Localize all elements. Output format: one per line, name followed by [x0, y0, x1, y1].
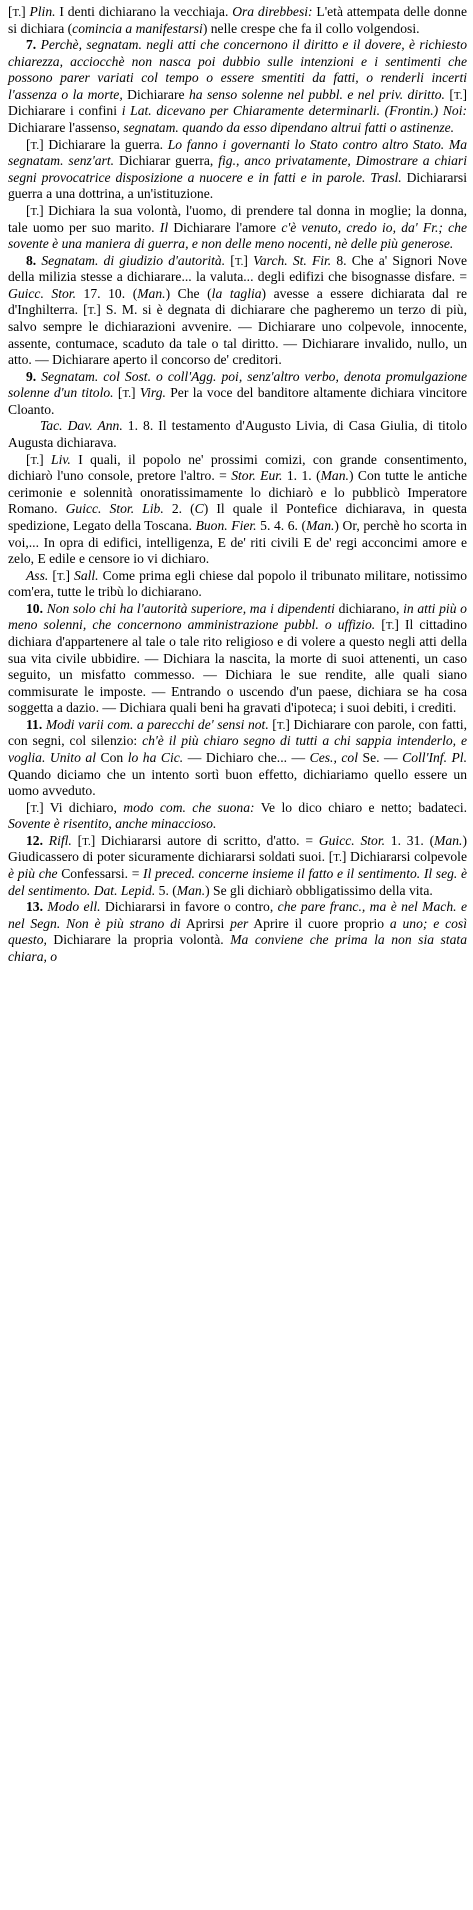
- entry-paragraph: [T.] Dichiara la sua volontà, l'uomo, di prendere tal donna in moglie; la donna, tale uomo per suo marito. Il Dichiarare l'amore c'è venuto, credo io, da' Fr.; che sovente è una maniera di guerra, e non delle meno nocenti, nè delle più generose.: [8, 202, 468, 252]
- entry-paragraph: [T.] Dichiarare la guerra. Lo fanno i governanti lo Stato contro altro Stato. Ma segnatam. senz'art. Dichiarar guerra, fig., anco privatamente, Dimostrare a chiari segni provocatrice disposizione a nuocere e in fatti e in parole. Trasl. Dichiararsi guerra a una dottrina, a un'istituzione.: [8, 136, 468, 202]
- entry-paragraph: [T.] Plin. I denti dichiarano la vecchiaja. Ora direbbesi: L'età attempata delle donne si dichiara (comincia a manifestarsi) nelle crespe che fa il collo volgendosi.: [8, 4, 467, 36]
- entry-paragraph: 7. Perchè, segnatam. negli atti che concernono il diritto e il dovere, è richiesto chiarezza, acciocchè non nasca poi dubbio sulle intenzioni e i sentimenti che possono parer variati col tempo o essere smentiti da fatti, o renderli incerti l'assenza o la morte, Dichiarare ha senso solenne nel pubbl. e nel priv. diritto. [T.] Dichiarare i confini i Lat. dicevano per Chiaramente determinarli. (Frontin.) Noi: Dichiarare l'assenso, segnatam. quando da esso dipendano altrui fatti o astinenze.: [8, 37, 467, 136]
- entry-paragraph: Ass. [T.] Sall. Come prima egli chiese dal popolo il tribunato militare, notissimo com'era, tutte le tribù lo dichiarano.: [8, 567, 468, 600]
- entry-paragraph: [T.] Vi dichiaro, modo com. che suona: Ve lo dico chiaro e netto; badateci. Sovente è risentito, anche minaccioso.: [8, 799, 467, 832]
- entry-paragraph: 8. Segnatam. di giudizio d'autorità. [T.] Varch. St. Fir. 8. Che a' Signori Nove della milizia stesse a dichiarare... la valuta... degli edifizi che bisognasse disfare. = Guicc. Stor. 17. 10. (Man.) Che (la taglia) avesse a essere dichiarata dal re d'Inghilterra. [T.] S. M. si è degnata di dichiarare che pagheremo un terzo di più, salvo sempre le dichiarazioni avvenire. — Dichiarare uno colpevole, innocente, assente, contumace, scaduto da tale o tal diritto. — Dichiarare invalido, nullo, un atto. — Dichiarare aperto il concorso de' creditori.: [8, 252, 468, 368]
- entry-paragraph: 13. Modo ell. Dichiararsi in favore o contro, che pare franc., ma è nel Mach. e nel Segn. Non è più strano di Aprirsi per Aprire il cuore proprio a uno; e così questo, Dichiarare la propria volontà. Ma conviene che prima la non sia stata chiara, o: [8, 899, 467, 964]
- entry-paragraph: 12. Rifl. [T.] Dichiararsi autore di scritto, d'atto. = Guicc. Stor. 1. 31. (Man.) Giudicassero di poter sicuramente dichiararsi soldati suoi. [T.] Dichiararsi colpevole è più che Confessarsi. = Il preced. concerne insieme il fatto e il sentimento. Il seg. è del sentimento. Dat. Lepid. 5. (Man.) Se gli dichiarò obbligatissimo della vita.: [8, 832, 467, 898]
- entry-paragraph: 11. Modi varii com. a parecchi de' sensi not. [T.] Dichiarare con parole, con fatti, con segni, col silenzio: ch'è il più chiaro segno di tutti a chi sappia intenderlo, e voglia. Unito al Con lo ha Cic. — Dichiaro che... — Ces., col Se. — Coll'Inf. Pl. Quando diciamo che un intento sortì buon effetto, dichiariamo quello essere un uomo avveduto.: [8, 716, 467, 799]
- entry-paragraph: [T.] Liv. I quali, il popolo ne' prossimi comizi, con grande consentimento, dichiarò l'uno console, pretore l'altro. = Stor. Eur. 1. 1. (Man.) Con tutte le antiche cerimonie e solennità onoratissimamente lo dichiarò e lo pubblicò Imperatore Romano. Guicc. Stor. Lib. 2. (C) Il quale il Pontefice dichiarava, in questa spedizione, Legato della Toscana. Buon. Fier. 5. 4. 6. (Man.) Or, perchè ho scorta in voi,... In opra di edifici, intelligenza, E de' riti civili E de' regi acconcimi amore e zelo, E edile e censore io vi dichiaro.: [8, 451, 467, 567]
- entry-paragraph: Tac. Dav. Ann. 1. 8. Il testamento d'Augusto Livia, di Casa Giulia, di titolo Augusta dichiarava.: [8, 418, 467, 451]
- entry-paragraph: 9. Segnatam. col Sost. o coll'Agg. poi, senz'altro verbo, denota promulgazione solenne d'un titolo. [T.] Virg. Per la voce del banditore altamente dichiara vincitore Cloanto.: [8, 368, 467, 417]
- entry-paragraph: 10. Non solo chi ha l'autorità superiore, ma i dipendenti dichiarano, in atti più o meno solenni, che concernono amministrazione pubbl. o uffizio. [T.] Il cittadino dichiara d'appartenere al tale o tale rito religioso e di volere a questo negli atti della sua vita civile ubbidire. — Dichiara la nascita, la morte di suoi attenenti, un caso seguito, un misfatto commesso. — Dichiara le sue rendite, alle quali siano commisurate le imposte. — Entrando o uscendo d'un paese, dichiara se ha cosa soggetta a dazio. — Dichiara quali beni ha gravati d'ipoteca; i suoi debiti, i crediti.: [8, 600, 467, 716]
